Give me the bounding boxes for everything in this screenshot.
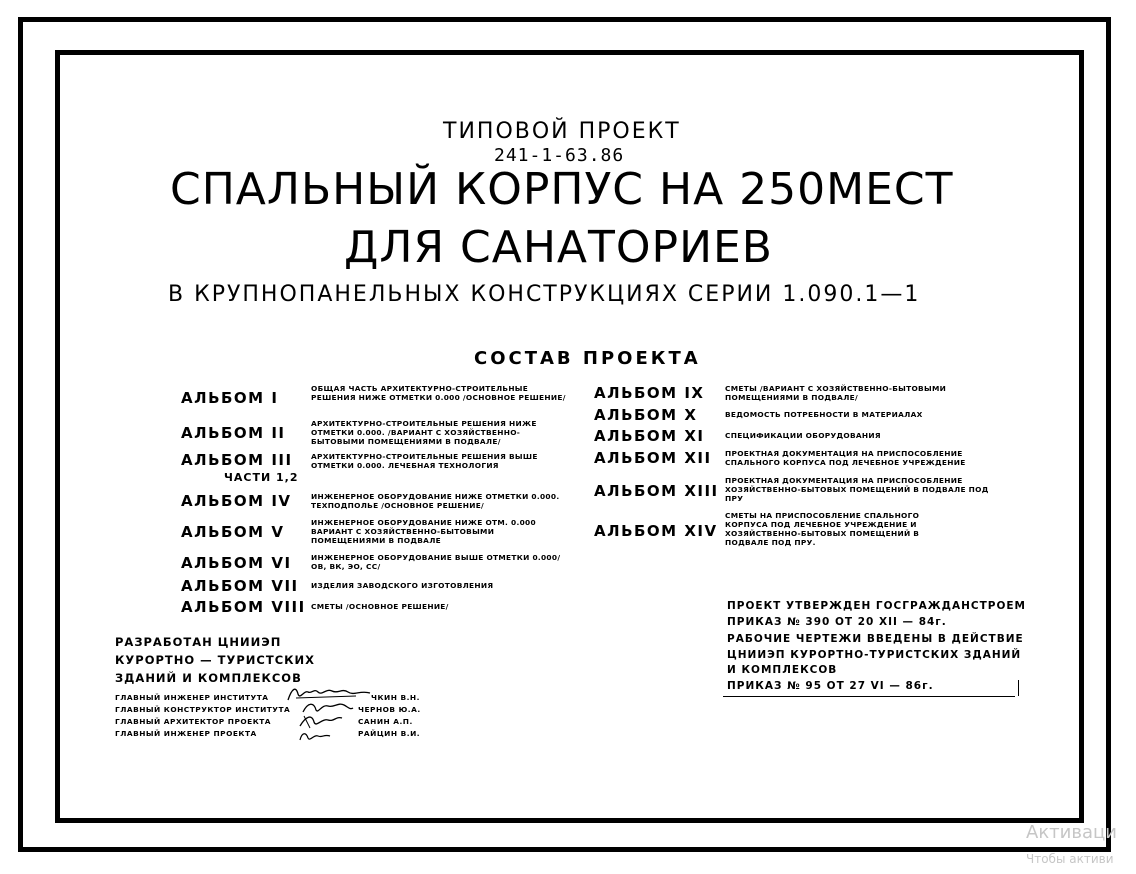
staff-role: ГЛАВНЫЙ ИНЖЕНЕР ИНСТИТУТА <box>115 693 269 702</box>
developer-line-3: ЗДАНИЙ И КОМПЛЕКСОВ <box>115 671 302 685</box>
series-line: В КРУПНОПАНЕЛЬНЫХ КОНСТРУКЦИЯХ СЕРИИ 1.090.1—1 <box>168 282 921 307</box>
album-description: ОБЩАЯ ЧАСТЬ АРХИТЕКТУРНО-СТРОИТЕЛЬНЫЕ РЕШЕНИЯ НИЖЕ ОТМЕТКИ 0.000 /ОСНОВНОЕ РЕШЕНИЕ/ <box>311 384 566 402</box>
developer-line-1: РАЗРАБОТАН ЦНИИЭП <box>115 635 282 649</box>
album-description: ИНЖЕНЕРНОЕ ОБОРУДОВАНИЕ НИЖЕ ОТМЕТКИ 0.000. ТЕХПОДПОЛЬЕ /ОСНОВНОЕ РЕШЕНИЕ/ <box>311 492 560 510</box>
approval-tick <box>1018 680 1019 696</box>
album-label: АЛЬБОМ I <box>181 389 279 407</box>
approval-line-2: ПРИКАЗ № 390 ОТ 20 XII — 84г. <box>727 616 947 628</box>
album-label: АЛЬБОМ IX <box>594 384 705 402</box>
signature-project-engineer <box>296 728 332 744</box>
album-description: АРХИТЕКТУРНО-СТРОИТЕЛЬНЫЕ РЕШЕНИЯ ВЫШЕ ОТМЕТКИ 0.000. ЛЕЧЕБНАЯ ТЕХНОЛОГИЯ <box>311 452 538 470</box>
album-label: АЛЬБОМ XIII <box>594 482 719 500</box>
album-label: АЛЬБОМ V <box>181 523 285 541</box>
title-line-2: ДЛЯ САНАТОРИЕВ <box>344 222 773 273</box>
approval-line-3: РАБОЧИЕ ЧЕРТЕЖИ ВВЕДЕНЫ В ДЕЙСТВИЕ <box>727 633 1024 645</box>
album-label: АЛЬБОМ II <box>181 424 286 442</box>
staff-role: ГЛАВНЫЙ АРХИТЕКТОР ПРОЕКТА <box>115 717 272 726</box>
album-description: ВЕДОМОСТЬ ПОТРЕБНОСТИ В МАТЕРИАЛАХ <box>725 410 923 419</box>
album-label: АЛЬБОМ IV <box>181 492 292 510</box>
approval-line-4: ЦНИИЭП КУРОРТНО-ТУРИСТСКИХ ЗДАНИЙ <box>727 649 1022 661</box>
composition-heading: СОСТАВ ПРОЕКТА <box>474 348 701 369</box>
type-project-label: ТИПОВОЙ ПРОЕКТ <box>443 119 681 144</box>
approval-line-1: ПРОЕКТ УТВЕРЖДЕН ГОСГРАЖДАНСТРОЕМ <box>727 600 1026 612</box>
approval-line-5: И КОМПЛЕКСОВ <box>727 664 838 676</box>
staff-name: САНИН А.П. <box>358 717 413 726</box>
album-description: ПРОЕКТНАЯ ДОКУМЕНТАЦИЯ НА ПРИСПОСОБЛЕНИЕ ХОЗЯЙСТВЕННО-БЫТОВЫХ ПОМЕЩЕНИЙ В ПОДВАЛЕ ПОД ПРУ <box>725 476 989 503</box>
approval-line-6: ПРИКАЗ № 95 ОТ 27 VI — 86г. <box>727 680 934 692</box>
album-description: СМЕТЫ /ВАРИАНТ С ХОЗЯЙСТВЕННО-БЫТОВЫМИ ПОМЕЩЕНИЯМИ В ПОДВАЛЕ/ <box>725 384 947 402</box>
album-label: АЛЬБОМ III <box>181 451 293 469</box>
staff-role: ГЛАВНЫЙ КОНСТРУКТОР ИНСТИТУТА <box>115 705 291 714</box>
album-description: СПЕЦИФИКАЦИИ ОБОРУДОВАНИЯ <box>725 431 881 440</box>
activation-watermark-title: Активаци <box>1026 822 1117 843</box>
album-label: АЛЬБОМ XIV <box>594 522 718 540</box>
approval-underline <box>723 696 1015 697</box>
title-line-1: СПАЛЬНЫЙ КОРПУС НА 250МЕСТ <box>170 164 954 215</box>
staff-name: ЧЕРНОВ Ю.А. <box>358 705 421 714</box>
album-label: АЛЬБОМ VII <box>181 577 299 595</box>
album-description: ИНЖЕНЕРНОЕ ОБОРУДОВАНИЕ НИЖЕ ОТМ. 0.000 ВАРИАНТ С ХОЗЯЙСТВЕННО-БЫТОВЫМИ ПОМЕЩЕНИЯМИ В ПОДВАЛЕ <box>311 518 536 545</box>
album-label: АЛЬБОМ XII <box>594 449 712 467</box>
developer-line-2: КУРОРТНО — ТУРИСТСКИХ <box>115 653 316 667</box>
staff-name: ЧКИН В.Н. <box>371 693 420 702</box>
album-label: АЛЬБОМ VIII <box>181 598 306 616</box>
album-label: АЛЬБОМ VI <box>181 554 292 572</box>
album-description: АРХИТЕКТУРНО-СТРОИТЕЛЬНЫЕ РЕШЕНИЯ НИЖЕ ОТМЕТКИ 0.000. /ВАРИАНТ С ХОЗЯЙСТВЕННО-БЫТОВЫМИ ПОМЕЩЕНИЯМИ В ПОДВАЛЕ/ <box>311 419 537 446</box>
album-description: СМЕТЫ /ОСНОВНОЕ РЕШЕНИЕ/ <box>311 602 449 611</box>
album-description: СМЕТЫ НА ПРИСПОСОБЛЕНИЕ СПАЛЬНОГО КОРПУСА ПОД ЛЕЧЕБНОЕ УЧРЕЖДЕНИЕ И ХОЗЯЙСТВЕННО-БЫТОВЫХ ПОМЕЩЕНИЙ В ПОДВАЛЕ ПОД ПРУ. <box>725 511 920 547</box>
staff-name: РАЙЦИН В.И. <box>358 729 421 738</box>
album-label: АЛЬБОМ XI <box>594 427 705 445</box>
activation-watermark-subtitle: Чтобы активи <box>1026 852 1114 866</box>
album-description: ИЗДЕЛИЯ ЗАВОДСКОГО ИЗГОТОВЛЕНИЯ <box>311 581 494 590</box>
album-description: ИНЖЕНЕРНОЕ ОБОРУДОВАНИЕ ВЫШЕ ОТМЕТКИ 0.000/ ОВ, ВК, ЭО, СС/ <box>311 553 561 571</box>
album-description: ПРОЕКТНАЯ ДОКУМЕНТАЦИЯ НА ПРИСПОСОБЛЕНИЕ СПАЛЬНОГО КОРПУСА ПОД ЛЕЧЕБНОЕ УЧРЕЖДЕНИЕ <box>725 449 966 467</box>
staff-role: ГЛАВНЫЙ ИНЖЕНЕР ПРОЕКТА <box>115 729 257 738</box>
project-code: 241-1-63.86 <box>494 145 625 166</box>
album-parts-label: ЧАСТИ 1,2 <box>224 471 299 484</box>
album-label: АЛЬБОМ X <box>594 406 698 424</box>
